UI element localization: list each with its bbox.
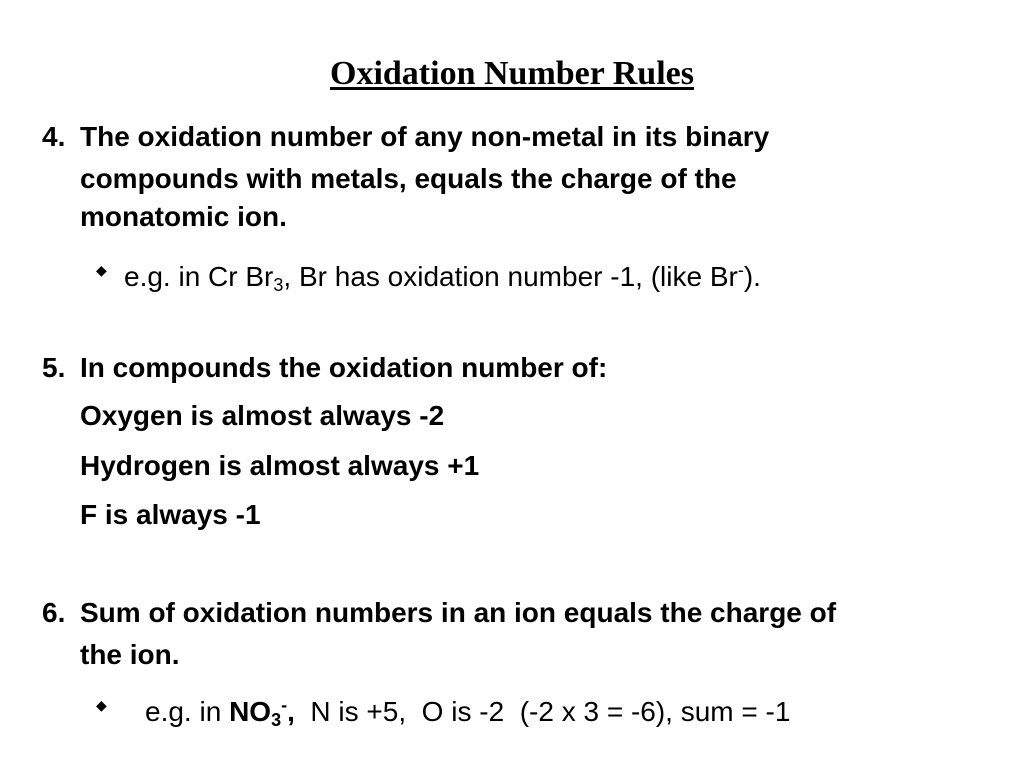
rule-6-formula-subscript: 3 xyxy=(271,710,282,730)
rule-4-example-subscript: 3 xyxy=(273,275,284,295)
rule-4-line-2: compounds with metals, equals the charge of the xyxy=(80,163,737,194)
rule-4-line-3: monatomic ion. xyxy=(80,201,287,232)
rule-6-line-2: the ion. xyxy=(80,639,180,670)
rule-5-line-3: Hydrogen is almost always +1 xyxy=(80,450,480,481)
rule-5-line-4: F is always -1 xyxy=(80,499,261,530)
rule-4-line-1: The oxidation number of any non-metal in its binary xyxy=(80,121,770,152)
rule-6-example-rest: N is +5, O is -2 (-2 x 3 = -6), sum = -1 xyxy=(294,696,791,727)
rule-6-example-prefix: e.g. in xyxy=(145,696,230,727)
rule-4-example-part3: ). xyxy=(743,261,761,292)
rule-6-formula-superscript: - xyxy=(281,695,288,715)
rule-4-example-superscript: - xyxy=(737,260,744,280)
diamond-bullet-icon: ◆ xyxy=(96,697,107,713)
rule-4-number: 4. xyxy=(42,121,66,152)
rule-4-example-part1: e.g. in Cr Br xyxy=(124,261,274,292)
rule-6-formula-main: NO xyxy=(229,696,272,727)
rule-5-line-2: Oxygen is almost always -2 xyxy=(80,400,445,431)
slide-title: Oxidation Number Rules xyxy=(330,55,694,92)
rule-6-formula-comma: , xyxy=(287,696,295,727)
rule-5-number: 5. xyxy=(42,352,66,383)
rule-4-example-part2: , Br has oxidation number -1, (like Br xyxy=(283,261,738,292)
rule-4-example xyxy=(124,251,761,304)
rule-6-number: 6. xyxy=(42,597,66,628)
rule-5-line-1: In compounds the oxidation number of: xyxy=(80,352,608,383)
rule-6-example xyxy=(145,686,790,739)
rule-6-line-1: Sum of oxidation numbers in an ion equals the charge of xyxy=(80,597,837,628)
diamond-bullet-icon: ◆ xyxy=(96,262,107,278)
